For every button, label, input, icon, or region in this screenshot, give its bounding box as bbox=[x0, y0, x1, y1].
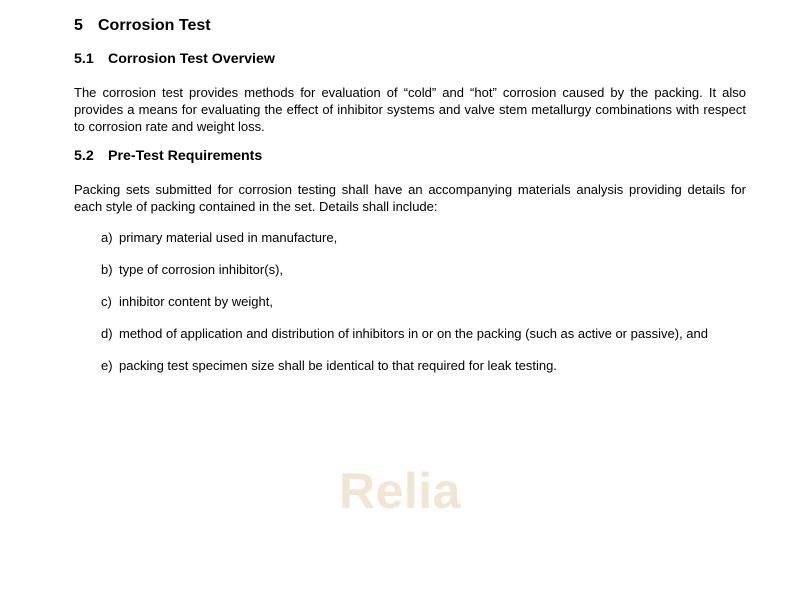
list-marker: a) bbox=[101, 230, 113, 245]
list-item-text: primary material used in manufacture, bbox=[119, 230, 338, 245]
subsection-heading-overview bbox=[74, 51, 275, 67]
list-item-text: packing test specimen size shall be identical to that required for leak testing. bbox=[119, 358, 557, 373]
list-item-text: type of corrosion inhibitor(s), bbox=[119, 262, 284, 277]
subsection-heading-pretest bbox=[74, 148, 262, 164]
list-item bbox=[101, 325, 708, 342]
list-marker: d) bbox=[101, 326, 113, 341]
list-item bbox=[101, 261, 283, 278]
list-marker: c) bbox=[101, 294, 112, 309]
list-item bbox=[101, 229, 337, 246]
list-item-text: inhibitor content by weight, bbox=[119, 294, 273, 309]
subsection-number: 5.1 bbox=[74, 51, 94, 67]
subsection-number: 5.2 bbox=[74, 148, 94, 164]
watermark-logo: Relia bbox=[338, 463, 461, 519]
list-item bbox=[101, 293, 273, 310]
subsection-title: Corrosion Test Overview bbox=[108, 51, 275, 67]
section-heading bbox=[74, 17, 211, 35]
section-title: Corrosion Test bbox=[98, 17, 211, 34]
list-item bbox=[101, 357, 557, 374]
list-item-text: method of application and distribution of inhibitors in or on the packing (such as active or passive), and bbox=[119, 326, 708, 341]
list-marker: e) bbox=[101, 358, 113, 373]
section-number: 5 bbox=[74, 17, 83, 34]
list-marker: b) bbox=[101, 262, 113, 277]
pretest-paragraph: Packing sets submitted for corrosion testing shall have an accompanying materials analysis providing details for each style of packing contained in the set. Details shall include: bbox=[74, 182, 746, 214]
subsection-title: Pre-Test Requirements bbox=[108, 148, 263, 164]
overview-paragraph: The corrosion test provides methods for evaluation of “cold” and “hot” corrosion caused by the packing. It also provides a means for evaluating the effect of inhibitor systems and valve stem metallurgy combinations with respect to corrosion rate and weight loss. bbox=[74, 85, 746, 134]
